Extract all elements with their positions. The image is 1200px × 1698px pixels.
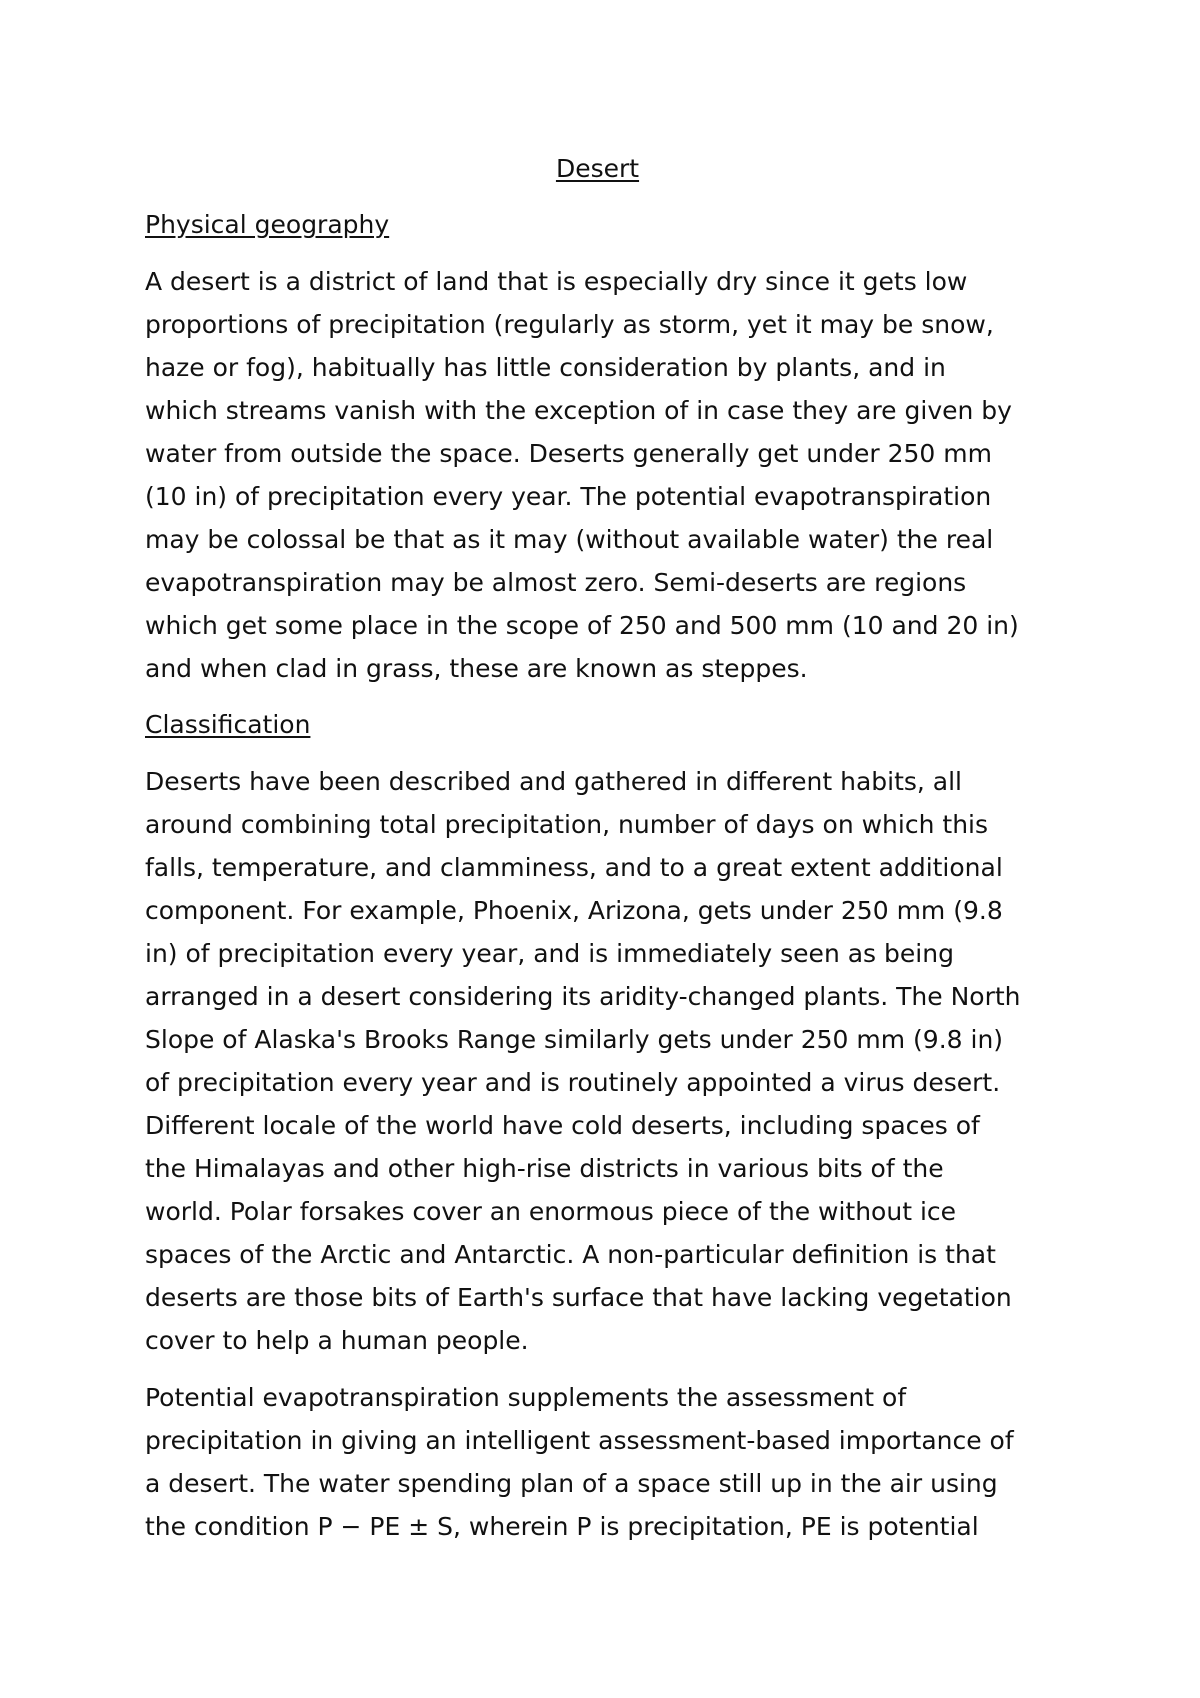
text-line: the Himalayas and other high-rise districts in various bits of the <box>145 1154 944 1183</box>
text-line: deserts are those bits of Earth's surface that have lacking vegetation <box>145 1283 1012 1312</box>
text-line: and when clad in grass, these are known as steppes. <box>145 654 808 683</box>
paragraph-physical-geography <box>145 260 1080 690</box>
text-line: which get some place in the scope of 250 and 500 mm (10 and 20 in) <box>145 611 1019 640</box>
text-line: water from outside the space. Deserts generally get under 250 mm <box>145 439 992 468</box>
text-line: in) of precipitation every year, and is immediately seen as being <box>145 939 954 968</box>
text-line: (10 in) of precipitation every year. The potential evapotranspiration <box>145 482 992 511</box>
paragraph-evapotranspiration <box>145 1376 1080 1548</box>
section-heading-classification: Classification <box>145 710 311 739</box>
text-line: evapotranspiration may be almost zero. Semi-deserts are regions <box>145 568 967 597</box>
text-line: precipitation in giving an intelligent assessment-based importance of <box>145 1426 1014 1455</box>
text-line: Potential evapotranspiration supplements the assessment of <box>145 1383 907 1412</box>
text-line: the condition P − PE ± S, wherein P is precipitation, PE is potential <box>145 1512 979 1541</box>
page-title: Desert <box>555 154 640 183</box>
text-line: falls, temperature, and clamminess, and to a great extent additional <box>145 853 1003 882</box>
text-line: Slope of Alaska's Brooks Range similarly gets under 250 mm (9.8 in) <box>145 1025 1004 1054</box>
text-line: Deserts have been described and gathered in different habits, all <box>145 767 963 796</box>
text-line: A desert is a district of land that is especially dry since it gets low <box>145 267 968 296</box>
text-line: component. For example, Phoenix, Arizona, gets under 250 mm (9.8 <box>145 896 1003 925</box>
text-line: cover to help a human people. <box>145 1326 529 1355</box>
paragraph-classification <box>145 760 1080 1362</box>
text-line: may be colossal be that as it may (without available water) the real <box>145 525 994 554</box>
text-line: arranged in a desert considering its aridity-changed plants. The North <box>145 982 1021 1011</box>
text-line: spaces of the Arctic and Antarctic. A non-particular definition is that <box>145 1240 996 1269</box>
text-line: which streams vanish with the exception of in case they are given by <box>145 396 1012 425</box>
text-line: around combining total precipitation, number of days on which this <box>145 810 989 839</box>
text-line: of precipitation every year and is routinely appointed a virus desert. <box>145 1068 1001 1097</box>
text-line: Different locale of the world have cold deserts, including spaces of <box>145 1111 980 1140</box>
text-line: world. Polar forsakes cover an enormous piece of the without ice <box>145 1197 957 1226</box>
text-line: proportions of precipitation (regularly as storm, yet it may be snow, <box>145 310 994 339</box>
text-line: haze or fog), habitually has little consideration by plants, and in <box>145 353 946 382</box>
text-line: a desert. The water spending plan of a space still up in the air using <box>145 1469 998 1498</box>
section-heading-physical-geography: Physical geography <box>145 210 390 239</box>
